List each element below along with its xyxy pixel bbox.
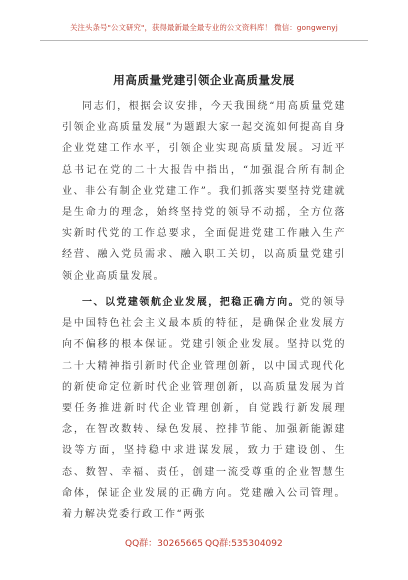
document-title: 用高质量党建引领企业高质量发展 [113,73,295,87]
paragraph-section-1 [62,292,346,525]
section-body: 党的领导是中国特色社会主义最本质的特征，是确保企业发展方向不偏移的根本保证。党建引领企业发展。坚持以党的二十大精神指引新时代企业管理创新，以中国式现代化的新使命定位新时代企业管理创新，以高质量发展为首要任务推进新时代企业管理创新，自觉践行新发展理念，在智改数转、绿色发展、控排节能、加强新能源建设等方面，坚持稳中求进谋发展，致力于建设创、生态、数智、幸福、责任，创建一流受尊重的企业智慧生命体，保证企业发展的正确方向。党建融入公司管理。着力解决党委行政工作“两张 [62,297,346,521]
section-heading: 一、以党建领航企业发展，把稳正确方向。 [82,297,301,308]
header-banner: 关注头条号"公文研究"，获得最新最全最专业的公文资料库！ 微信：gongwenyj [70,23,338,32]
paragraph-intro: 同志们，根据会议安排，今天我围绕“用高质量党建引领企业高质量发展”为题跟大家一起交流如何提高自身企业党建工作水平，引领企业实现高质量发展。习近平总书记在党的二十大报告中指出，“加强混合所有制企业、非公有制企业党建工作”。我们抓落实要坚持党建就是生命力的理念，始终坚持党的领导不动摇，全方位落实新时代党的工作总要求，全面促进党建工作融入生产经营、融入党员需求、融入职工关切，以高质量党建引领企业高质量发展。 [62,101,346,282]
footer-qq-group-2: QQ群:535304092 [205,539,283,549]
footer-qq-group-1: QQ群：30265665 [125,539,203,549]
header-divider [40,40,368,41]
